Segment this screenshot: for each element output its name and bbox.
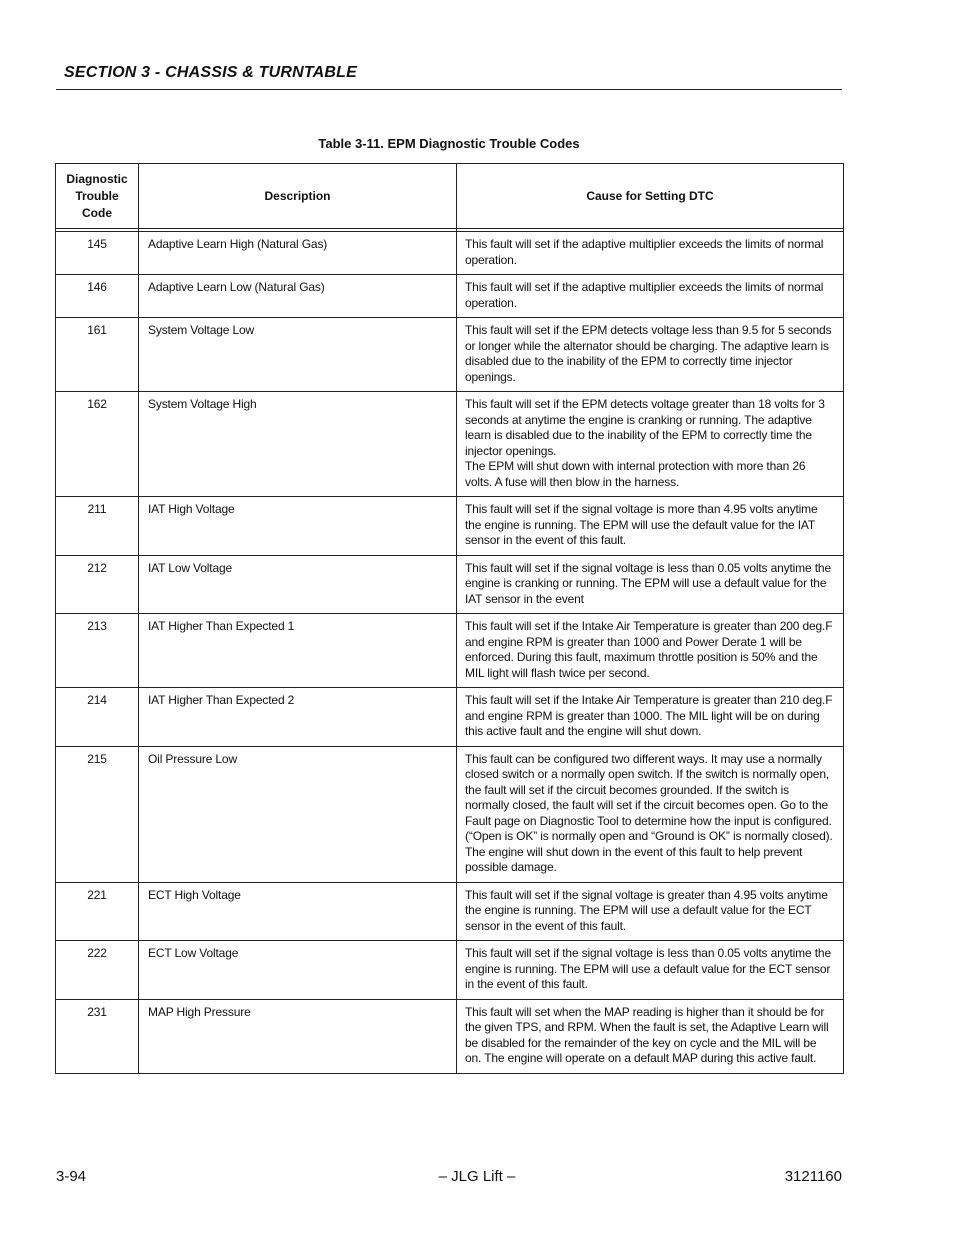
header-code-line: Code [82,205,112,220]
table-row [56,882,844,941]
header-code-line: Diagnostic [66,171,128,186]
table-row [56,318,844,392]
dtc-code: 214 [56,688,139,747]
table-row [56,999,844,1073]
dtc-description: Adaptive Learn High (Natural Gas) [139,232,457,275]
header-code-line: Trouble [75,188,119,203]
header-code [56,164,139,229]
section-header: SECTION 3 - CHASSIS & TURNTABLE [64,64,358,81]
dtc-code: 215 [56,746,139,882]
dtc-code: 231 [56,999,139,1073]
dtc-cause-paragraph: This fault will set if the adaptive multiplier exceeds the limits of normal operation. [465,237,824,267]
dtc-cause [457,882,844,941]
dtc-code: 145 [56,232,139,275]
dtc-description: Adaptive Learn Low (Natural Gas) [139,275,457,318]
dtc-code: 212 [56,555,139,614]
dtc-cause-paragraph: The EPM will shut down with internal protection with more than 26 volts. A fuse will then blow in the harness. [465,459,806,489]
dtc-code: 162 [56,392,139,497]
dtc-cause [457,688,844,747]
dtc-code: 211 [56,497,139,556]
footer-publisher: – JLG Lift – [438,1168,516,1185]
dtc-cause-paragraph: This fault will set if the signal voltage is more than 4.95 volts anytime the engine is running. The EPM will use the default value for the IAT sensor in the event of this fault. [465,502,818,547]
dtc-description: ECT High Voltage [139,882,457,941]
dtc-description: MAP High Pressure [139,999,457,1073]
table-row [56,688,844,747]
dtc-table [55,163,844,1074]
table-row [56,392,844,497]
dtc-cause-paragraph: This fault can be configured two different ways. It may use a normally closed switch or a normally open switch. If the switch is normally open, the fault will set if the circuit becomes grounded. If the switch is normally closed, the fault will set if the circuit becomes open. Go to the Fault page on Diagnostic Tool to determine how the input is configured. (“Open is OK” is normally open and “Ground is OK” is normally closed). The engine will shut down in the event of this fault to help prevent possible damage. [465,751,833,874]
dtc-cause-paragraph: This fault will set if the EPM detects voltage greater than 18 volts for 3 seconds at anytime the engine is cranking or running. The adaptive learn is disabled due to the inability of the EPM to correctly time the injector openings. [465,397,825,458]
dtc-code: 213 [56,614,139,688]
dtc-description: IAT Low Voltage [139,555,457,614]
dtc-cause [457,614,844,688]
dtc-cause [457,232,844,275]
dtc-description: Oil Pressure Low [139,746,457,882]
dtc-cause [457,941,844,1000]
table-row [56,497,844,556]
table-row [56,232,844,275]
dtc-description: IAT Higher Than Expected 2 [139,688,457,747]
dtc-description: System Voltage High [139,392,457,497]
dtc-cause-paragraph: This fault will set when the MAP reading is higher than it should be for the given TPS, and RPM. When the fault is set, the Adaptive Learn will be disabled for the remainder of the key on cycle and the MIL will be on. The engine will operate on a default MAP during this active fault. [465,1004,829,1065]
dtc-description: IAT High Voltage [139,497,457,556]
dtc-cause-paragraph: This fault will set if the Intake Air Temperature is greater than 200 deg.F and engine RPM is greater than 1000 and Power Derate 1 will be enforced. During this fault, maximum throttle position is 50% and the MIL light will flash twice per second. [465,619,833,680]
dtc-cause [457,555,844,614]
footer-page-number: 3-94 [56,1168,87,1185]
dtc-cause [457,392,844,497]
dtc-cause-paragraph: This fault will set if the Intake Air Temperature is greater than 210 deg.F and engine RPM is greater than 1000. The MIL light will be on during this active fault and the engine will shut down. [465,693,833,738]
table-row [56,941,844,1000]
dtc-cause [457,746,844,882]
header-cause: Cause for Setting DTC [457,164,844,229]
dtc-cause-paragraph: This fault will set if the signal voltage is less than 0.05 volts anytime the engine is cranking or running. The EPM will use a default value for the IAT sensor in the event [465,560,831,606]
dtc-code: 222 [56,941,139,1000]
table-header-row [56,164,844,229]
dtc-description: System Voltage Low [139,318,457,392]
dtc-code: 221 [56,882,139,941]
table-row [56,614,844,688]
dtc-cause-paragraph: This fault will set if the signal voltage is greater than 4.95 volts anytime the engine is running. The EPM will use a default value for the ECT sensor in the event of this fault. [465,887,828,933]
dtc-cause-paragraph: This fault will set if the EPM detects voltage less than 9.5 for 5 seconds or longer while the alternator should be charging. The adaptive learn is disabled due to the inability of the EPM to correctly time injector openings. [465,323,832,384]
header-description: Description [139,164,457,229]
dtc-cause [457,275,844,318]
table-row [56,746,844,882]
table-title: Table 3-11. EPM Diagnostic Trouble Codes [318,136,580,151]
dtc-description: ECT Low Voltage [139,941,457,1000]
dtc-cause [457,999,844,1073]
table-row [56,275,844,318]
dtc-code: 146 [56,275,139,318]
dtc-cause [457,497,844,556]
header-rule [56,89,842,90]
dtc-code: 161 [56,318,139,392]
dtc-description: IAT Higher Than Expected 1 [139,614,457,688]
dtc-cause [457,318,844,392]
table-row [56,555,844,614]
footer-doc-number: 3121160 [784,1168,842,1185]
dtc-cause-paragraph: This fault will set if the adaptive multiplier exceeds the limits of normal operation. [465,280,824,310]
dtc-cause-paragraph: This fault will set if the signal voltage is less than 0.05 volts anytime the engine is running. The EPM will use a default value for the ECT sensor in the event of this fault. [465,946,831,991]
